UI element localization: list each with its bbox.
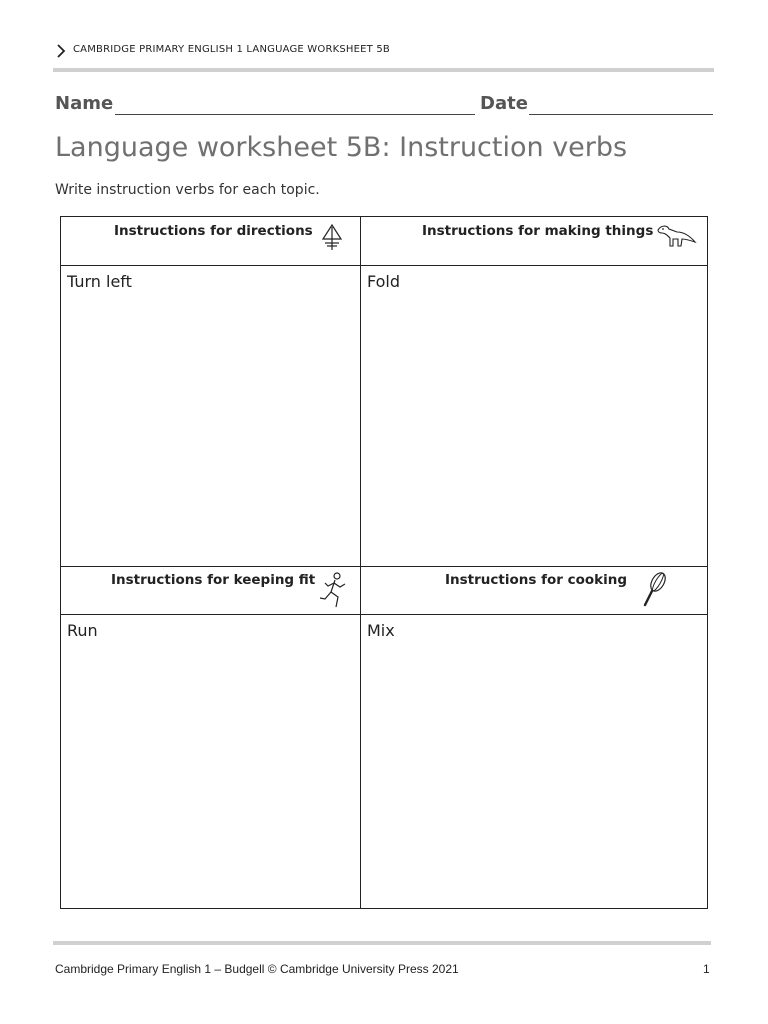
date-field[interactable] [529, 114, 713, 115]
name-field[interactable] [115, 114, 475, 115]
header-divider [53, 68, 714, 72]
running-title: CAMBRIDGE PRIMARY ENGLISH 1 LANGUAGE WORKSHEET 5B [73, 44, 390, 55]
heading-cell-making-things [361, 217, 708, 265]
heading-label-cooking: Instructions for cooking [445, 572, 628, 588]
chevron-right-icon [55, 44, 67, 58]
answer-cell-directions[interactable] [61, 266, 360, 566]
answer-keeping-fit: Run [67, 621, 98, 640]
signpost-icon [320, 223, 344, 251]
running-header [55, 40, 715, 64]
footer-divider [53, 941, 711, 945]
heading-cell-keeping-fit [61, 567, 360, 614]
name-date-row [55, 92, 715, 116]
footer-credit: Cambridge Primary English 1 – Budgell © Cambridge University Press 2021 [55, 962, 459, 976]
name-label: Name [55, 93, 114, 114]
answer-directions: Turn left [67, 272, 132, 291]
instruction-verbs-table [60, 216, 708, 909]
answer-cell-making-things[interactable] [361, 266, 708, 566]
answer-cooking: Mix [367, 621, 395, 640]
heading-cell-cooking [361, 567, 708, 614]
worksheet-title: Language worksheet 5B: Instruction verbs [55, 132, 628, 163]
page-number: 1 [703, 962, 710, 976]
date-label: Date [480, 93, 528, 114]
worksheet-instruction: Write instruction verbs for each topic. [55, 182, 320, 198]
heading-label-keeping-fit: Instructions for keeping fit [111, 572, 316, 588]
heading-cell-directions [61, 217, 360, 265]
whisk-icon [640, 571, 668, 609]
runner-icon [318, 571, 350, 611]
answer-making-things: Fold [367, 272, 401, 291]
heading-label-directions: Instructions for directions [114, 223, 313, 239]
answer-cell-cooking[interactable] [361, 615, 708, 909]
dinosaur-icon [655, 222, 697, 248]
heading-label-making-things: Instructions for making things [422, 223, 654, 239]
answer-cell-keeping-fit[interactable] [61, 615, 360, 909]
